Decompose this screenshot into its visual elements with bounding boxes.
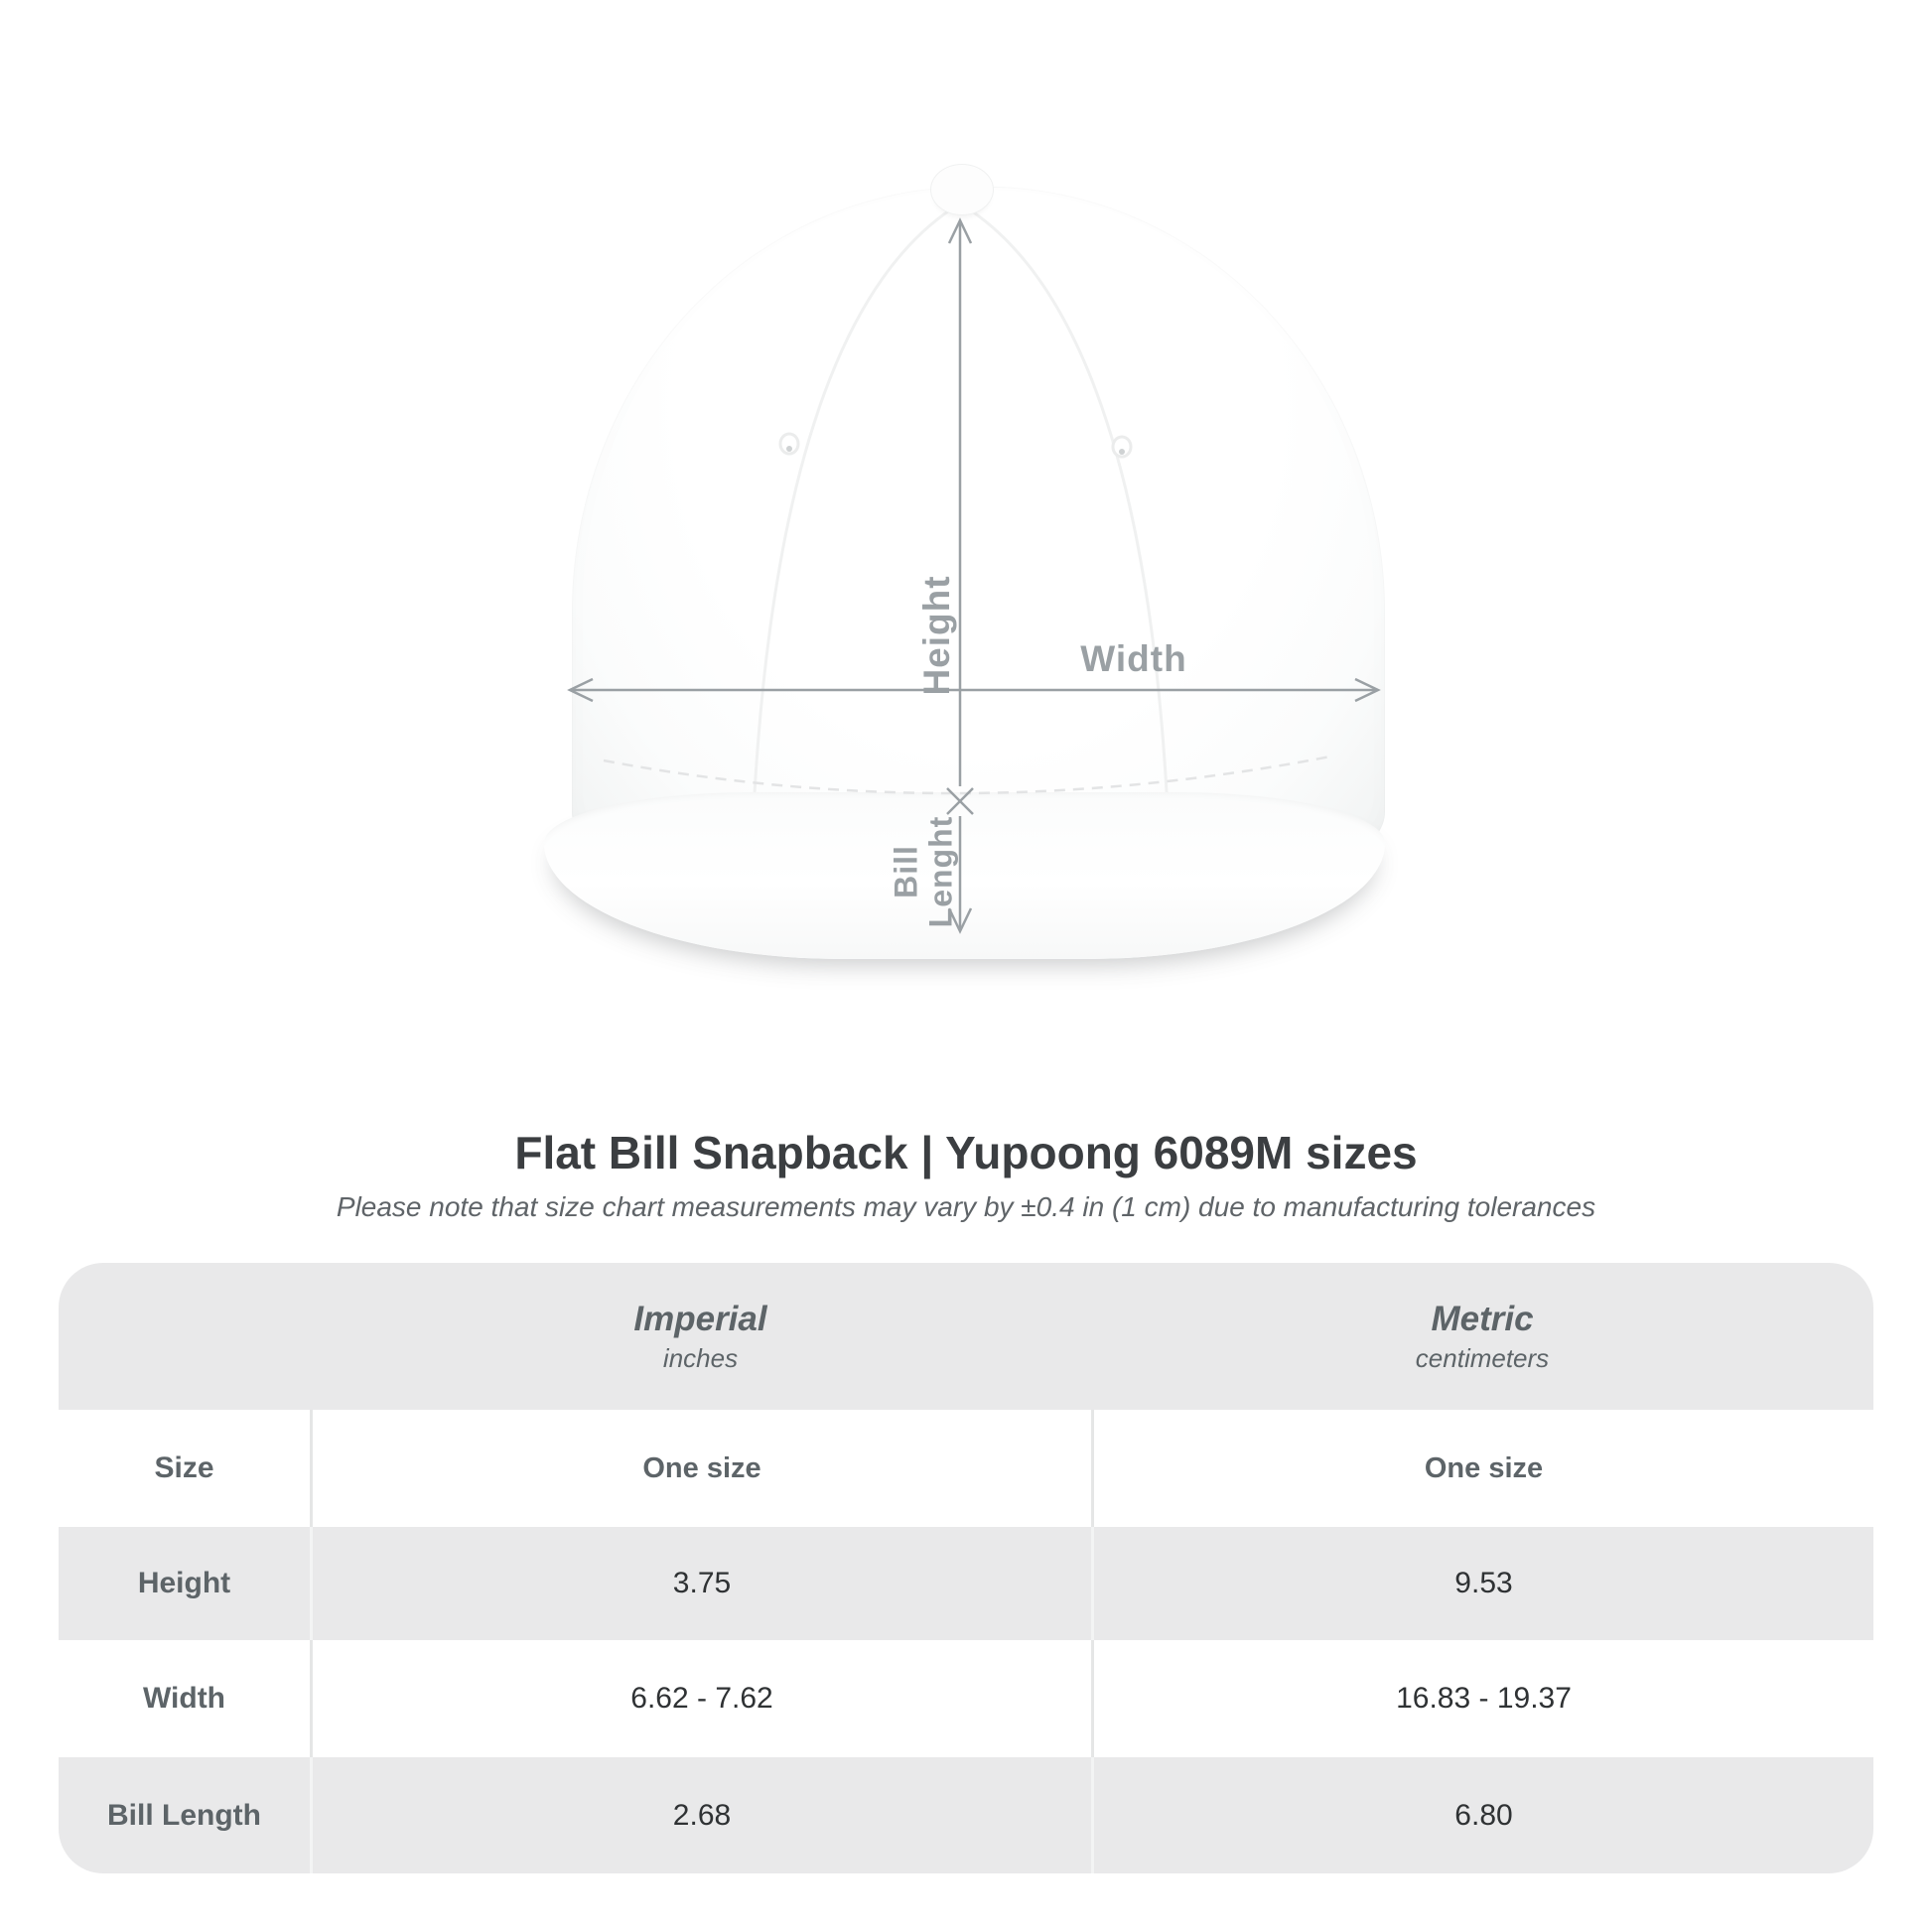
table-row — [59, 1757, 1873, 1873]
height-dimension-label: Height — [916, 575, 958, 696]
metric-value: 16.83 - 19.37 — [1091, 1640, 1873, 1757]
bill-label-line1: Bill — [888, 845, 924, 898]
width-dimension-label: Width — [1080, 638, 1187, 680]
imperial-value: 6.62 - 7.62 — [310, 1640, 1091, 1757]
imperial-value: 2.68 — [310, 1757, 1091, 1873]
tolerance-note: Please note that size chart measurements may vary by ±0.4 in (1 cm) due to manufacturing tolerances — [336, 1191, 1596, 1222]
header-metric-units: centimeters — [1415, 1342, 1550, 1373]
height-arrow — [949, 220, 971, 786]
header-imperial-units: inches — [662, 1342, 739, 1373]
metric-value: 6.80 — [1091, 1757, 1873, 1873]
row-label: Width — [142, 1682, 226, 1715]
table-header — [59, 1263, 1873, 1410]
bill-label-line2: Lenght — [922, 815, 958, 928]
header-imperial — [310, 1300, 1091, 1374]
imperial-value: One size — [310, 1410, 1091, 1527]
row-label: Height — [137, 1567, 231, 1599]
imperial-value: 3.75 — [310, 1527, 1091, 1640]
header-metric-label: Metric — [1431, 1299, 1534, 1338]
table-row — [59, 1527, 1873, 1640]
header-imperial-label: Imperial — [633, 1299, 767, 1338]
header-metric — [1091, 1300, 1873, 1374]
table-row — [59, 1410, 1873, 1527]
table-row — [59, 1640, 1873, 1757]
size-chart-table — [59, 1263, 1873, 1873]
metric-value: One size — [1091, 1410, 1873, 1527]
metric-value: 9.53 — [1091, 1527, 1873, 1640]
width-arrow — [570, 679, 1378, 701]
bill-stitch-seam — [604, 757, 1330, 793]
row-label: Bill Length — [107, 1798, 261, 1832]
page-title: Flat Bill Snapback | Yupoong 6089M sizes — [514, 1127, 1418, 1178]
bill-length-dimension-label — [889, 816, 957, 928]
row-label: Size — [154, 1451, 214, 1484]
